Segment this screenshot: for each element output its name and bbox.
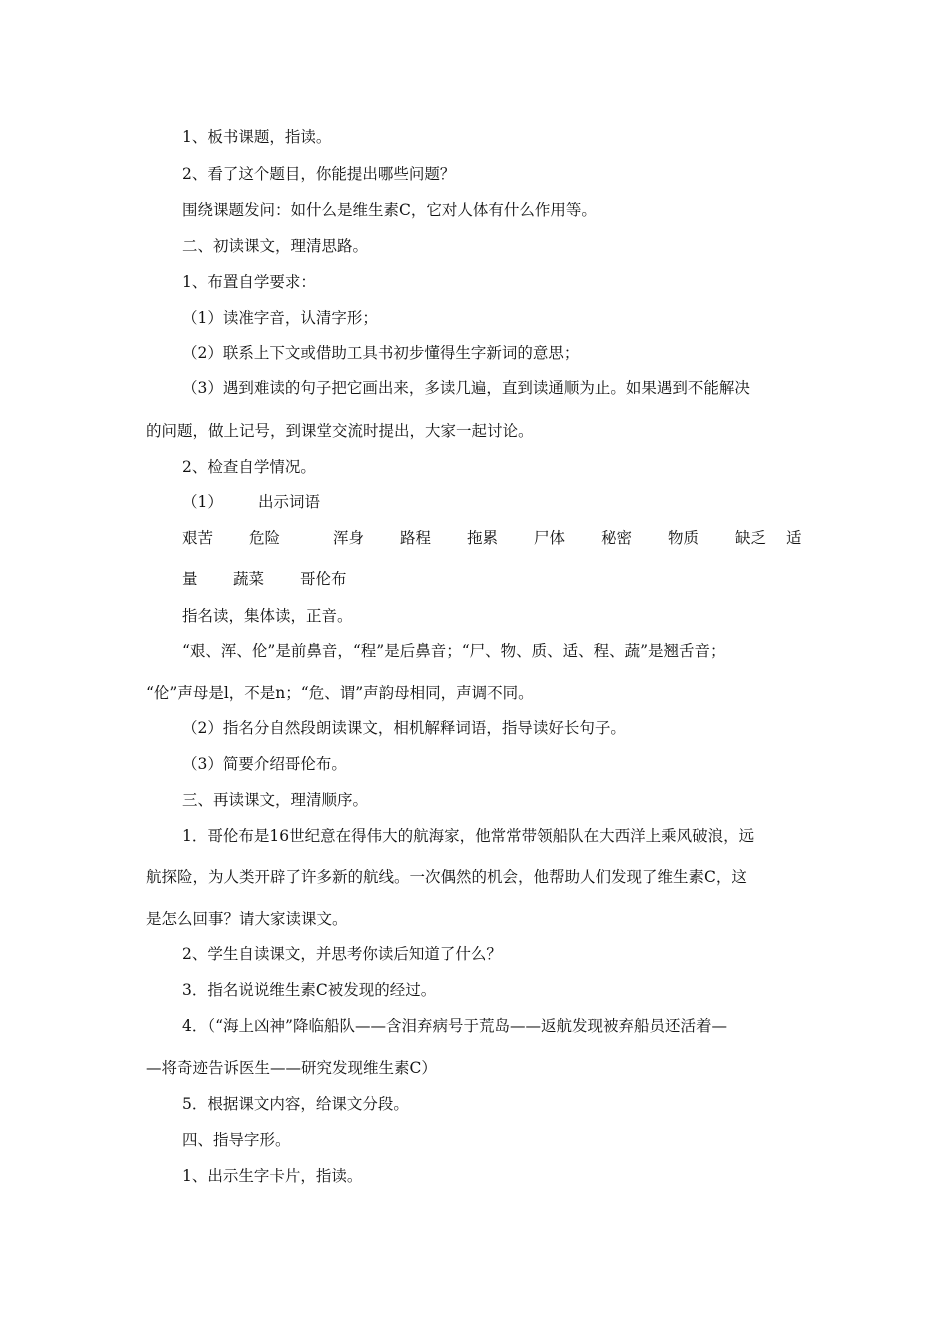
text-line: 航探险，为人类开辟了许多新的航线。一次偶然的机会，他帮助人们发现了维生素C，这	[146, 868, 747, 886]
vocab-word: 物质	[668, 529, 700, 547]
text-line: 1．哥伦布是16世纪意在得伟大的航海家，他常常带领船队在大西洋上乘风破浪，远	[182, 827, 755, 845]
vocab-word: 蔬菜	[233, 570, 265, 588]
vocab-word: 艰苦	[182, 529, 214, 547]
text-line: 1、布置自学要求：	[182, 273, 316, 291]
text-line: 出示词语	[258, 493, 321, 511]
section-heading: 三、再读课文，理清顺序。	[182, 791, 369, 809]
text-line: （2）指名分自然段朗读课文，相机解释词语，指导读好长句子。	[182, 719, 626, 737]
text-line: （3）遇到难读的句子把它画出来，多读几遍，直到读通顺为止。如果遇到不能解决	[182, 379, 750, 397]
section-heading: 二、初读课文，理清思路。	[182, 237, 369, 255]
text-line: （1）	[182, 493, 223, 511]
vocab-word: 秘密	[601, 529, 633, 547]
text-line: 5．根据课文内容，给课文分段。	[182, 1095, 409, 1113]
text-line: 2、检查自学情况。	[182, 458, 316, 476]
text-line: 1、出示生字卡片，指读。	[182, 1167, 363, 1185]
text-line: 围绕课题发问：如什么是维生素C，它对人体有什么作用等。	[182, 201, 597, 219]
text-line: —将奇迹告诉医生——研究发现维生素C）	[146, 1059, 437, 1077]
section-heading: 四、指导字形。	[182, 1131, 291, 1149]
vocab-word: 哥伦布	[300, 570, 347, 588]
vocab-word: 浑身	[333, 529, 365, 547]
text-line: “艰、浑、伦”是前鼻音，“程”是后鼻音；“尸、物、质、适、程、蔬”是翘舌音；	[182, 642, 726, 660]
vocab-word: 路程	[400, 529, 432, 547]
vocab-word: 危险	[249, 529, 281, 547]
text-line: 2、看了这个题目，你能提出哪些问题？	[182, 165, 456, 183]
text-line: 1、板书课题，指读。	[182, 128, 332, 146]
text-line: “伦”声母是l，不是n；“危、谓”声韵母相同，声调不同。	[146, 684, 534, 702]
vocab-word: 适	[786, 529, 802, 547]
text-line: 2、学生自读课文，并思考你读后知道了什么？	[182, 945, 502, 963]
text-line: 是怎么回事？请大家读课文。	[146, 910, 348, 928]
text-line: 的问题，做上记号，到课堂交流时提出，大家一起讨论。	[146, 422, 534, 440]
text-line: 4．（“海上凶神”降临船队——含泪弃病号于荒岛——返航发现被弃船员还活着—	[182, 1017, 727, 1035]
vocab-word: 尸体	[534, 529, 566, 547]
text-line: （1）读准字音，认清字形；	[182, 309, 378, 327]
text-line: 3．指名说说维生素C被发现的经过。	[182, 981, 437, 999]
vocab-word: 量	[182, 570, 198, 588]
text-line: （2）联系上下文或借助工具书初步懂得生字新词的意思；	[182, 344, 580, 362]
vocab-word: 缺乏	[735, 529, 767, 547]
vocab-word: 拖累	[467, 529, 499, 547]
text-line: （3）简要介绍哥伦布。	[182, 755, 347, 773]
text-line: 指名读，集体读，正音。	[182, 607, 353, 625]
